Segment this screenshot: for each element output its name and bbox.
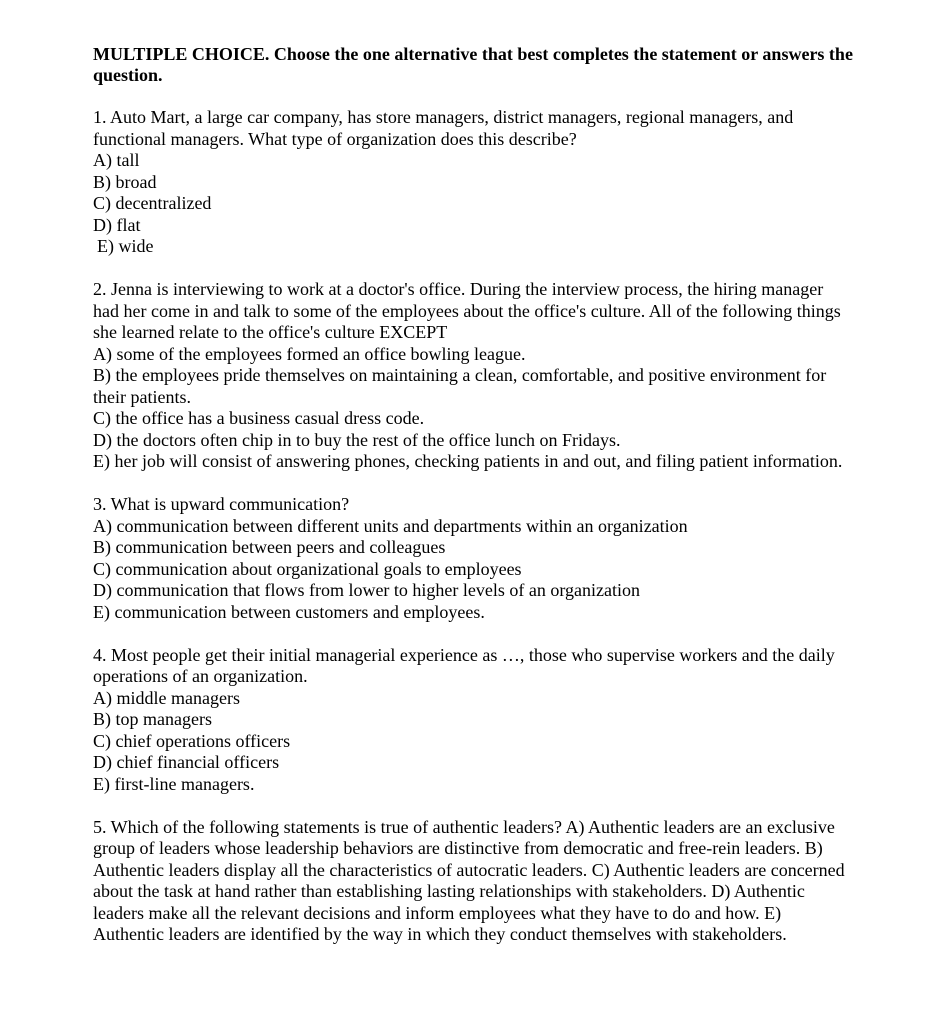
- answer-option: A) tall: [93, 150, 140, 170]
- answer-option: E) first-line managers.: [93, 773, 255, 794]
- answer-option: D) flat: [93, 214, 141, 235]
- section-heading: MULTIPLE CHOICE. Choose the one alternative that best completes the statement or answers the question.: [93, 44, 853, 85]
- answer-option: E) wide: [97, 236, 154, 256]
- answer-option: E) her job will consist of answering phones, checking patients in and out, and filing patient information.: [93, 451, 843, 471]
- answer-option: B) broad: [93, 171, 157, 192]
- answer-option: B) the employees pride themselves on maintaining a clean, comfortable, and positive environment for their patients.: [93, 365, 827, 407]
- answer-option: B) communication between peers and colleagues: [93, 537, 446, 557]
- answer-option: C) the office has a business casual dress code.: [93, 408, 425, 428]
- question-stem: 5. Which of the following statements is true of authentic leaders? A) Authentic leaders are an exclusive group of leaders whose leadership behaviors are distinctive from democratic and free-rein leaders. B) Authentic leaders display all the characteristics of autocratic leaders. C) Authentic leaders are concerned about the task at hand rather than establishing lasting relationships with stakeholders. D) Authentic leaders make all the relevant decisions and inform employees what they have to do and how. E) Authentic leaders are identified by the way in which they conduct themselves with stakeholders.: [93, 816, 845, 944]
- question-stem: 2. Jenna is interviewing to work at a doctor's office. During the interview process, the hiring manager had her come in and talk to some of the employees about the office's culture. All of the following things she learned relate to the office's culture EXCEPT: [93, 279, 841, 342]
- question-2: [93, 279, 853, 473]
- answer-option: D) chief financial officers: [93, 752, 280, 772]
- answer-option: C) communication about organizational goals to employees: [93, 558, 522, 579]
- answer-option: C) chief operations officers: [93, 730, 291, 751]
- question-stem: 4. Most people get their initial managerial experience as …, those who supervise workers and the daily operations of an organization.: [93, 644, 835, 686]
- question-stem: 1. Auto Mart, a large car company, has store managers, district managers, regional managers, and functional managers. What type of organization does this describe?: [93, 107, 794, 149]
- answer-option: D) the doctors often chip in to buy the rest of the office lunch on Fridays.: [93, 429, 621, 450]
- question-1: [93, 107, 853, 258]
- answer-option: C) decentralized: [93, 193, 212, 213]
- answer-option: A) middle managers: [93, 687, 240, 708]
- answer-option: D) communication that flows from lower to higher levels of an organization: [93, 580, 641, 600]
- answer-option: A) some of the employees formed an office bowling league.: [93, 343, 526, 364]
- question-5: [93, 817, 853, 946]
- document-body: [93, 44, 853, 967]
- answer-option: B) top managers: [93, 709, 212, 729]
- question-stem: 3. What is upward communication?: [93, 494, 350, 514]
- answer-option: A) communication between different units and departments within an organization: [93, 515, 688, 536]
- answer-option: E) communication between customers and employees.: [93, 601, 485, 622]
- question-4: [93, 645, 853, 796]
- question-3: [93, 494, 853, 623]
